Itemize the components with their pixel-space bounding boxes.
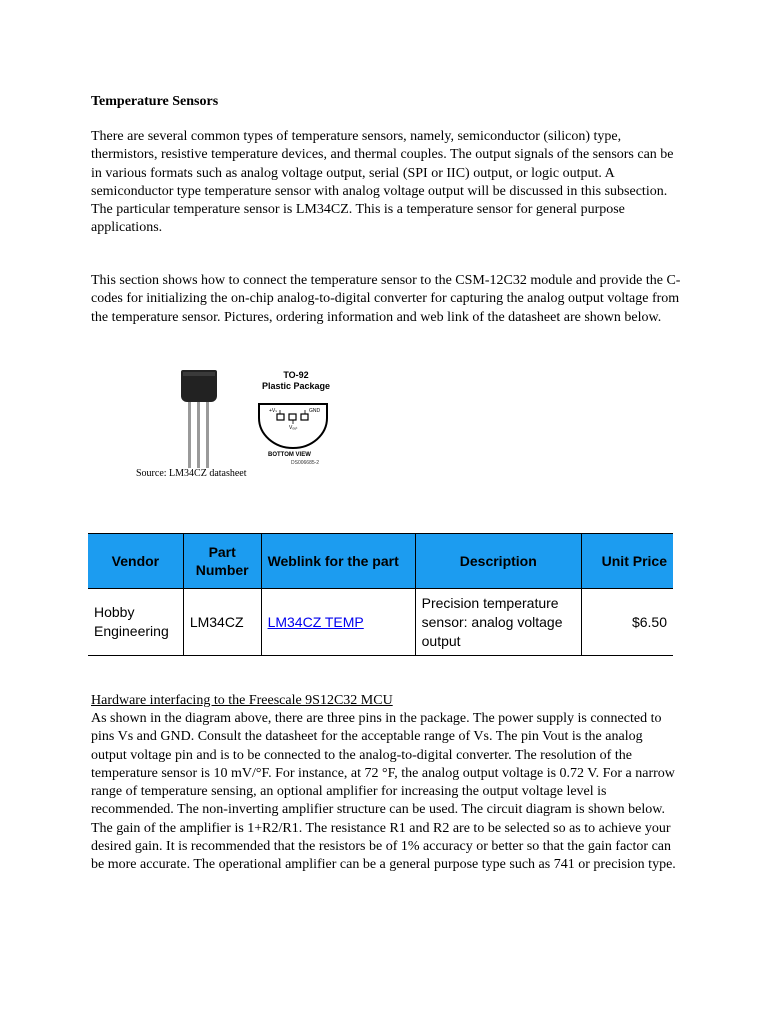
pin-gnd-label: GND bbox=[309, 408, 321, 414]
sensor-leg bbox=[188, 402, 191, 468]
cell-unit-price: $6.50 bbox=[581, 589, 673, 656]
package-title: TO-92 bbox=[283, 370, 309, 380]
sensor-leg bbox=[206, 402, 209, 468]
table-row bbox=[88, 589, 673, 656]
sensor-figure bbox=[91, 360, 351, 490]
figure-caption: Source: LM34CZ datasheet bbox=[136, 468, 247, 479]
hardware-section-title: Hardware interfacing to the Freescale 9S12C32 MCU bbox=[91, 693, 393, 708]
pin-vout-label: Vₒᵤₜ bbox=[289, 425, 298, 431]
part-weblink[interactable]: LM34CZ TEMP bbox=[267, 613, 364, 630]
cell-part-number: LM34CZ bbox=[183, 589, 261, 656]
section-title: Temperature Sensors bbox=[91, 94, 219, 109]
document-page bbox=[91, 94, 681, 325]
header-vendor: Vendor bbox=[88, 534, 183, 589]
cell-vendor: Hobby Engineering bbox=[88, 589, 183, 656]
table-header-row bbox=[88, 534, 673, 589]
package-bottom-view-diagram bbox=[253, 396, 333, 452]
connection-paragraph: This section shows how to connect the temperature sensor to the CSM-12C32 module and provide the C-codes for initializing the on-chip analog-to-digital converter for capturing the analog output voltage from the temperature sensor. Pictures, ordering information and web link of the datasheet are shown below. bbox=[91, 273, 681, 325]
intro-paragraph: There are several common types of temperature sensors, namely, semiconductor (silicon) type, thermistors, resistive temperature devices, and thermal couples. The output signals of the sensors can be in various formats such as analog voltage output, serial (SPI or IIC) output, or logic output. A semiconductor type temperature sensor with analog voltage output will be discussed in this subsection. The particular temperature sensor is LM34CZ. This is a temperature sensor for general purpose applications. bbox=[91, 129, 674, 236]
header-unit-price: Unit Price bbox=[581, 534, 673, 589]
ordering-table bbox=[88, 533, 673, 656]
bottom-view-label: BOTTOM VIEW bbox=[268, 452, 311, 458]
cell-description: Precision temperature sensor: analog voltage output bbox=[415, 589, 581, 656]
to92-sensor-photo bbox=[181, 370, 217, 402]
header-description: Description bbox=[415, 534, 581, 589]
header-weblink: Weblink for the part bbox=[261, 534, 415, 589]
package-subtitle: Plastic Package bbox=[261, 381, 331, 391]
sensor-leg bbox=[197, 402, 200, 468]
figure-code: DS006685-2 bbox=[291, 460, 320, 466]
header-part-number: Part Number bbox=[183, 534, 261, 589]
cell-weblink bbox=[261, 589, 415, 656]
hardware-paragraph: As shown in the diagram above, there are three pins in the package. The power supply is connected to pins Vs and GND. Consult the datasheet for the acceptable range of Vs. The pin Vout is the analog output voltage pin and is to be connected to the analog-to-digital converter. The resolution of the temperature sensor is 10 mV/°F. For instance, at 72 °F, the analog output voltage is 0.72 V. For a narrow range of temperature sensing, an optional amplifier for increasing the output voltage level is recommended. The non-inverting amplifier structure can be used. The circuit diagram is shown below. The gain of the amplifier is 1+R2/R1. The resistance R1 and R2 are to be selected so as to achieve your desired gain. It is recommended that the resistors be of 1% accuracy or better so that the gain factor can be more accurate. The operational amplifier can be a general purpose type such as 741 or precision type. bbox=[91, 711, 676, 873]
pin-vs-label: +Vₛ bbox=[269, 408, 278, 414]
